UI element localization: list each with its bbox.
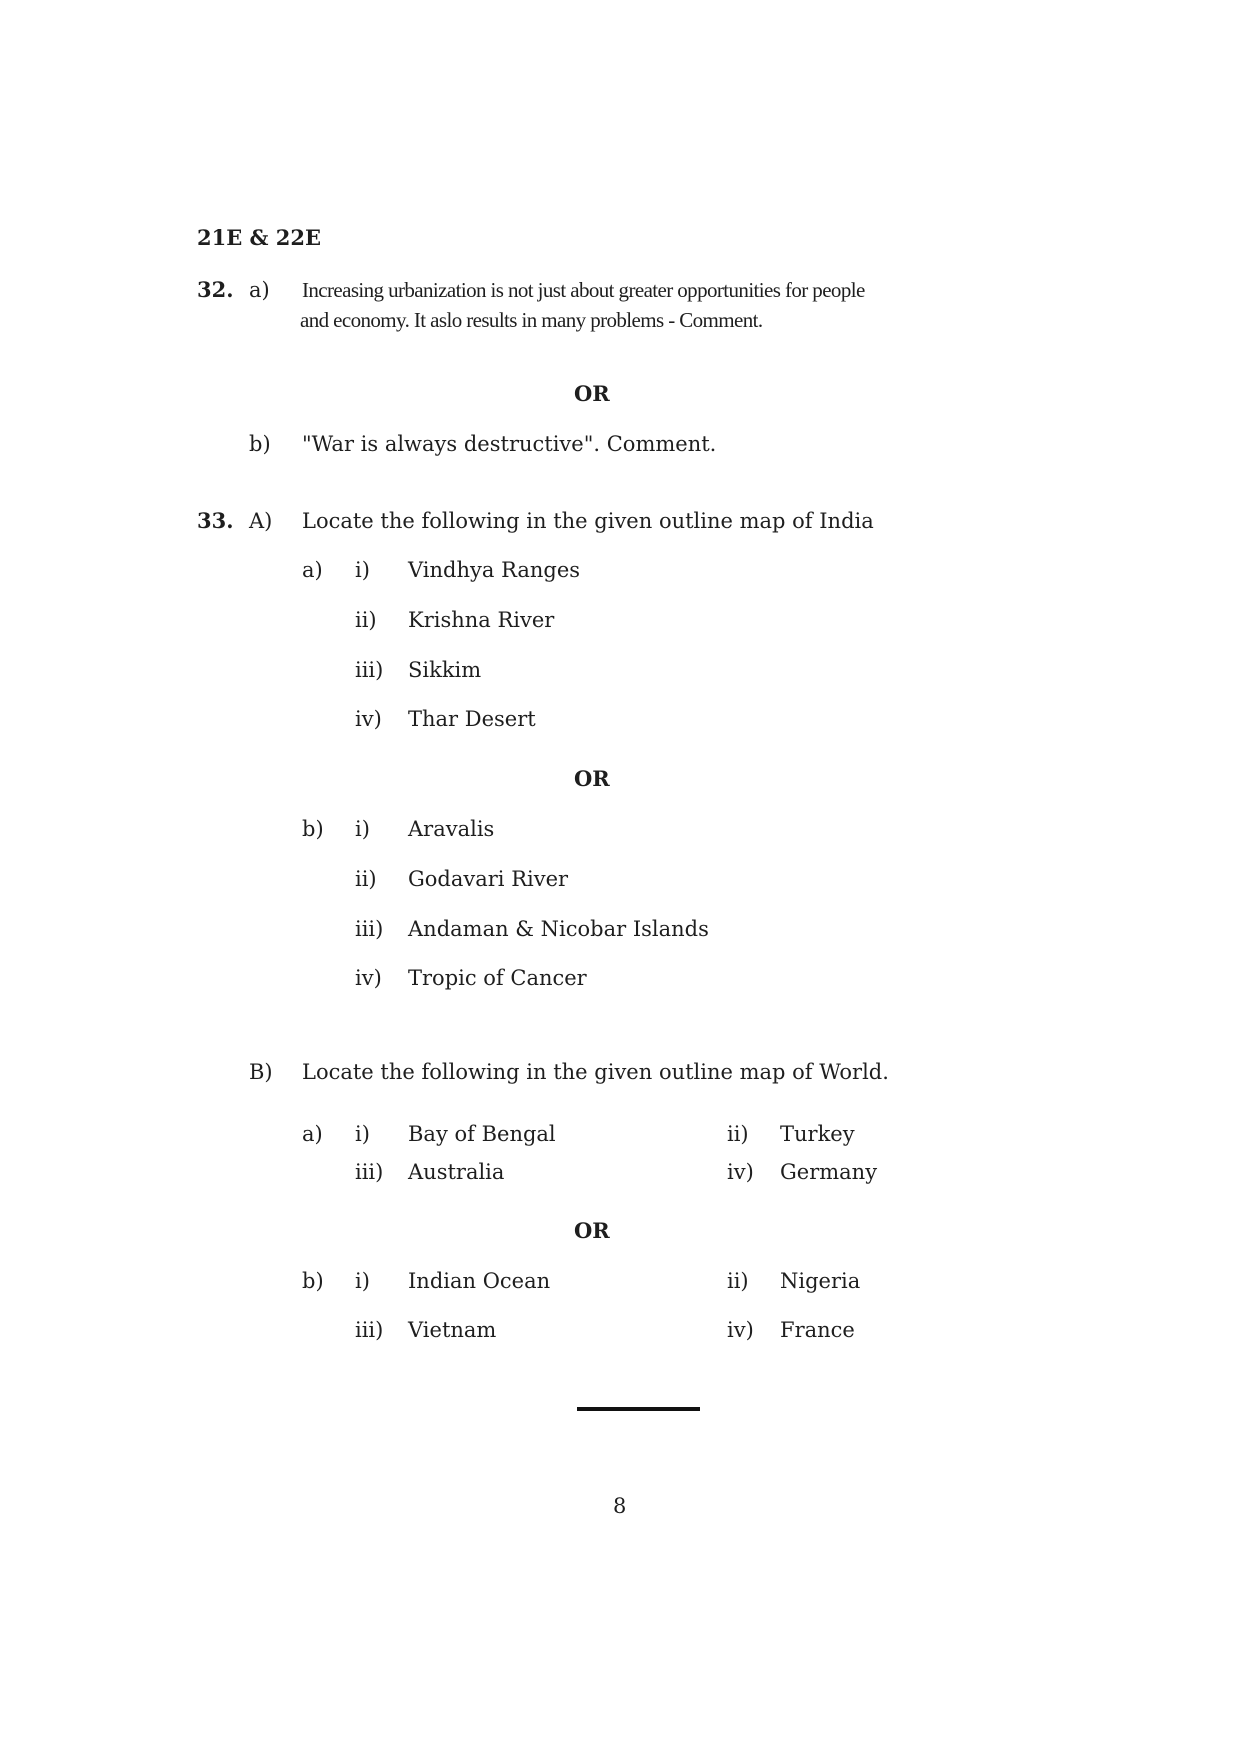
list-item-num: iii)	[355, 1160, 384, 1184]
q32-b-text: "War is always destructive". Comment.	[302, 432, 717, 456]
q33-B-a-label: a)	[302, 1122, 323, 1146]
q33-B-text: Locate the following in the given outline map of World.	[302, 1060, 889, 1084]
list-item-num: iii)	[355, 1318, 384, 1342]
list-item-num: ii)	[355, 867, 377, 891]
q32-number: 32.	[197, 277, 234, 302]
list-item: Godavari River	[408, 867, 569, 891]
paper-code: 21E & 22E	[197, 225, 322, 250]
q33-A-text: Locate the following in the given outline map of India	[302, 509, 874, 533]
list-item: Thar Desert	[408, 707, 536, 731]
q32-or: OR	[574, 381, 610, 406]
list-item: Bay of Bengal	[408, 1122, 556, 1146]
list-item-num: iv)	[355, 966, 382, 990]
list-item: France	[780, 1318, 855, 1342]
q32-a-label: a)	[249, 278, 270, 302]
q33-number: 33.	[197, 508, 234, 533]
end-divider	[577, 1407, 700, 1411]
list-item: Vietnam	[408, 1318, 497, 1342]
list-item: Krishna River	[408, 608, 555, 632]
q33-B-label: B)	[249, 1060, 273, 1084]
q33-B-b-label: b)	[302, 1269, 324, 1293]
list-item-num: i)	[355, 817, 370, 841]
list-item-num: iii)	[355, 658, 384, 682]
list-item-num: iv)	[727, 1160, 754, 1184]
list-item: Nigeria	[780, 1269, 861, 1293]
list-item-num: ii)	[727, 1122, 749, 1146]
q32-a-line2: and economy. It aslo results in many problems - Comment.	[300, 308, 763, 332]
list-item: Australia	[408, 1160, 505, 1184]
list-item-num: i)	[355, 1269, 370, 1293]
list-item-num: iii)	[355, 917, 384, 941]
page-number: 8	[613, 1494, 627, 1518]
q33-A-b-label: b)	[302, 817, 324, 841]
list-item-num: i)	[355, 1122, 370, 1146]
list-item: Indian Ocean	[408, 1269, 551, 1293]
list-item: Tropic of Cancer	[408, 966, 587, 990]
q32-b-label: b)	[249, 432, 271, 456]
list-item: Sikkim	[408, 658, 482, 682]
q33-A-or: OR	[574, 766, 610, 791]
q33-B-or: OR	[574, 1218, 610, 1243]
list-item: Andaman & Nicobar Islands	[408, 917, 709, 941]
q33-A-label: A)	[249, 509, 273, 533]
list-item-num: iv)	[727, 1318, 754, 1342]
q33-A-a-label: a)	[302, 558, 323, 582]
list-item-num: ii)	[727, 1269, 749, 1293]
list-item: Vindhya Ranges	[408, 558, 581, 582]
list-item-num: ii)	[355, 608, 377, 632]
list-item-num: i)	[355, 558, 370, 582]
list-item: Aravalis	[408, 817, 495, 841]
list-item: Turkey	[780, 1122, 855, 1146]
q32-a-line1: Increasing urbanization is not just about greater opportunities for people	[302, 278, 865, 302]
list-item: Germany	[780, 1160, 878, 1184]
list-item-num: iv)	[355, 707, 382, 731]
